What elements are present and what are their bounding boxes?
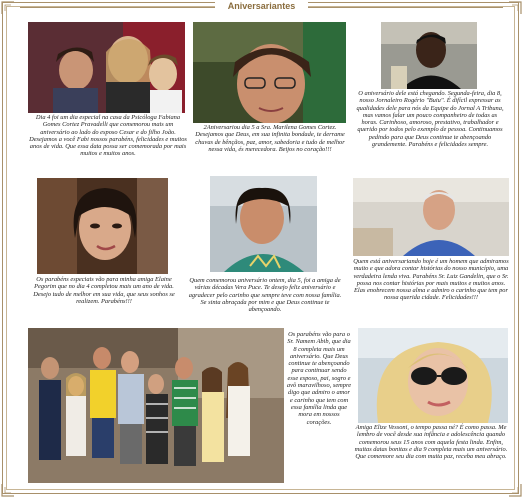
photo-marilena	[193, 22, 346, 123]
header-rule-right	[308, 7, 503, 8]
photo-elize-vessoni	[358, 328, 508, 423]
header-rule-left	[20, 7, 215, 8]
section-header	[0, 0, 523, 14]
caption-vera: Quem comemorou aniversário ontem, dia 5, foi a amiga de várias décadas Vera Puce. Te desejo feliz aniversário e agradecer pelo carinho que sempre teve com nossa família. Se sinta abraçada por mim e que Deus continue te abençoando.	[188, 277, 342, 314]
caption-marilena: 2Aniversariou dia 5 a Sra. Marilena Gomes Cortez. Desejamos que Deus, em sua infinita bondade, te derrame chuvas de bênçãos, paz, amor, sabedoria e tudo de melhor nessa vida, és merecedora. Beijos no coração!!!	[195, 124, 345, 153]
photo-luiz-gandelin	[353, 178, 509, 256]
corner-ornament-icon	[508, 483, 522, 497]
caption-namem: Os parabéns vão para o Sr. Namem Abib, que dia 8 completa mais um aniversário. Que Deus continue te abençoando para continuar sendo esse esposo, pai, sogro e avô maravilhoso, sempre digo que admiro o amor e carinho que tem com essa família linda que mora em nossos corações.	[286, 331, 352, 426]
photo-rogerio-buiu	[381, 22, 477, 89]
caption-luiz: Quem está aniversariando hoje é um homem que admiramos muito e que adora contar histórias do nosso município, uma verdadeira lenda viva. Parabéns Sr. Luiz Gandelin, que o Sr. possa nos contar histórias por mais muitos e muitos anos. Elas enobrecem nossa alma e admiro o carinho que tem por nossa querida cidade. Felicidades!!!	[353, 258, 509, 302]
photo-namem-abib-family	[28, 328, 284, 483]
caption-rogerio: O aniversário dele está chegando. Segunda-feira, dia 8, nosso Jornaleiro Rogério "Buiu". É difícil expressar as qualidades dele para nós da Equipe do Jornal A Tribuna, mas vamos falar um pouco companheiro de todas as horas. Carinhoso, amoroso, prestativo, trabalhador e querido por todos pelo exemplo de pessoa. Continuamos pedindo para que Deus continue te abençoando grandemente. Parabéns e felicidades sempre.	[356, 90, 504, 149]
corner-ornament-icon	[1, 483, 15, 497]
caption-elaine: Os parabéns especiais vão para minha amiga Elaine Pegorim que no dia 4 completou mais um ano de vida. Desejo tudo de melhor em sua vida, que seus sonhos se realizem. Parabéns!!!	[33, 276, 175, 305]
caption-elize: Amiga Elize Vessoni, o tempo passa né? É como passa. Me lembro de você desde sua infância e adolescência quando comemorou seus 15 anos com aquela festa linda. Enfim, muitas datas bonitas e dia 9 completa mais um aniversário. Que comemore seu dia com muita paz, receba meu abraço.	[354, 424, 508, 461]
caption-fabiana: Dia 4 foi um dia especial na casa da Psicóloga Fabiana Gomes Cortez Pravadelli que comemorou mais um aniversário ao lado do esposo Cesar e do filho João. Desejamos a você Fabi nossos parabéns, felicidades e muitos anos de vida. Que essa data possa ser comemorada por mais muitos e muitos anos.	[29, 114, 187, 158]
photo-fabiana-family	[28, 22, 185, 113]
section-title: Aniversariantes	[215, 1, 308, 11]
photo-vera-puce	[210, 176, 317, 272]
photo-elaine-pegorim	[37, 178, 168, 274]
